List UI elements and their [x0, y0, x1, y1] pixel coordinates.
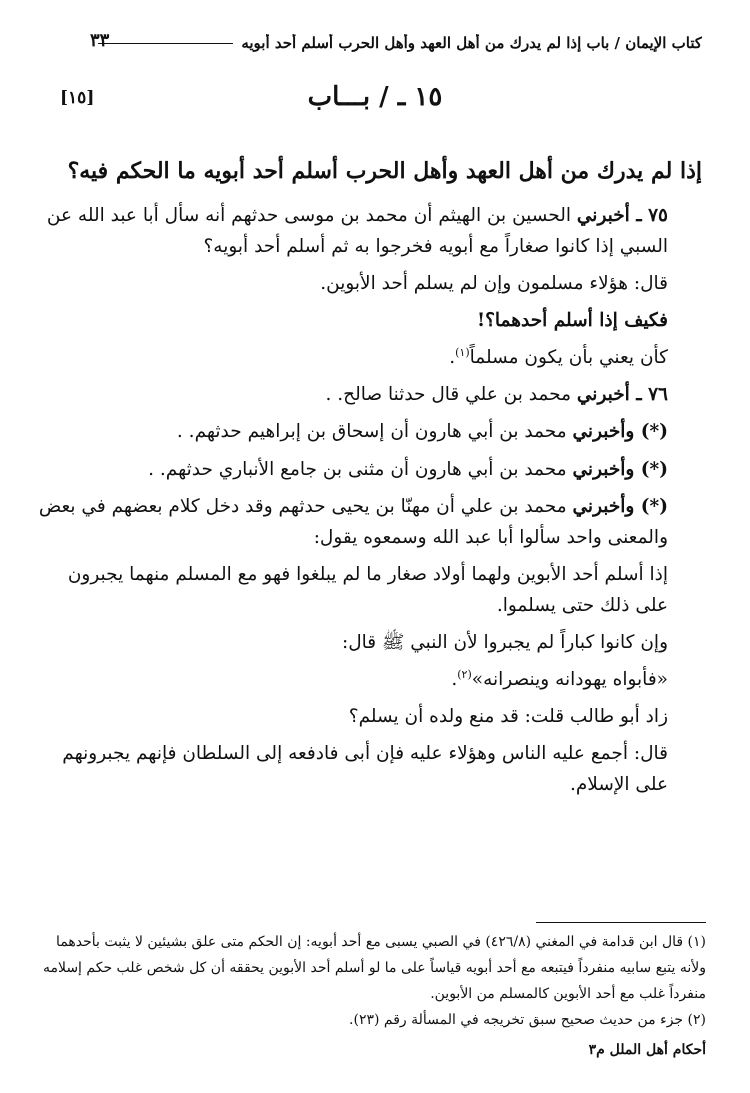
footnote-1: (١) قال ابن قدامة في المغني (٤٢٦/٨) في الصبي يسبى مع أحد أبويه: إن الحكم متى علق بشيئين لا يثبت بأحدهما ولأنه يتبع سابيه منفرداً فيتبعه مع أحد أبويه قياساً على ما لو أسلم أحد الأبوين يحققه أن كل شخص غلب حكم إسلامه منفرداً غلب مع أحد الأبوين كالمسلم من الأبوين.: [42, 934, 706, 1002]
footnote-ref-2: (٢): [457, 667, 472, 681]
running-title: كتاب الإيمان / باب إذا لم يدرك من أهل العهد وأهل الحرب أسلم أحد أبويه: [241, 34, 702, 52]
section-title: إذا لم يدرك من أهل العهد وأهل الحرب أسلم أحد أبويه ما الحكم فيه؟: [67, 158, 702, 184]
paragraph-qal-2: قال: أجمع عليه الناس وهؤلاء عليه فإن أبى فادفعه إلى السلطان فإنهم يجبرونهم على الإسلام.: [62, 743, 668, 796]
entry-label-75: ٧٥ ـ أخبرني: [576, 205, 668, 226]
paragraph-isnad-1: [38, 416, 706, 447]
footnote-ref-1: (١): [455, 346, 470, 360]
kaan-text: كأن يعني بأن يكون مسلماً: [469, 347, 668, 369]
isnad-label-3: (*) وأخبرني: [572, 495, 668, 517]
paragraph-zad: زاد أبو طالب قلت: قد منع ولده أن يسلم؟: [348, 706, 668, 728]
paragraph-wain: وإن كانوا كباراً لم يجبروا لأن النبي ﷺ قال:: [342, 631, 668, 653]
body-text: [38, 200, 706, 806]
paragraph-isnad-3: [38, 491, 706, 553]
signature-mark: أحكام أهل الملل م٣: [588, 1042, 706, 1058]
paragraph-qal-1: قال: هؤلاء مسلمون وإن لم يسلم أحد الأبوين.: [320, 273, 668, 295]
isnad-text-1: محمد بن أبي هارون أن إسحاق بن إبراهيم حدثهم. .: [176, 421, 567, 443]
running-header: [90, 34, 702, 52]
paragraph-hadith: «فأبواه يهودانه وينصرانه»$^{(٢)}$.: [451, 667, 668, 691]
isnad-label-1: (*) وأخبرني: [572, 421, 668, 443]
isnad-text-3: محمد بن علي أن مهنّا بن يحيى حدثهم وقد دخل كلام بعضهم في بعض والمعنى واحد سألوا أبا عبد الله وسمعوه يقول:: [38, 495, 668, 548]
isnad-text-2: محمد بن أبي هارون أن مثنى بن جامع الأنباري حدثهم. .: [148, 458, 567, 480]
footnotes: [38, 930, 706, 1034]
entry-text-76: محمد بن علي قال حدثنا صالح. .: [325, 384, 571, 406]
paragraph-idha: إذا أسلم أحد الأبوين ولهما أولاد صغار ما لم يبلغوا فهو مع المسلم منهما يجبرون على ذلك حتى يسلموا.: [67, 563, 668, 616]
paragraph-isnad-2: [38, 454, 706, 485]
footnote-2: (٢) جزء من حديث صحيح سبق تخريجه في المسألة رقم (٢٣).: [349, 1011, 706, 1028]
paragraph-76: [38, 379, 706, 410]
header-rule: [98, 43, 233, 44]
footnote-divider: [536, 922, 706, 923]
chapter-heading: ١٥ ـ / بـــاب: [307, 82, 443, 112]
entry-text-75: الحسين بن الهيثم أن محمد بن موسى حدثهم أنه سأل أبا عبد الله عن السبي إذا كانوا صغاراً مع أبويه فخرجوا به ثم أسلم أحد أبويه؟: [46, 205, 668, 258]
paragraph-kaan: كأن يعني بأن يكون مسلماً$^{(١)}$.: [449, 346, 668, 369]
chapter-ref: [١٥]: [60, 88, 95, 108]
paragraph-75: [38, 200, 706, 262]
entry-label-76: ٧٦ ـ أخبرني: [576, 384, 668, 406]
page-number: ٣٣: [90, 30, 110, 51]
hadith-quote: «فأبواه يهودانه وينصرانه»: [471, 669, 668, 691]
isnad-label-2: (*) وأخبرني: [572, 458, 668, 480]
paragraph-kayf: فكيف إذا أسلم أحدهما؟!: [476, 310, 668, 332]
